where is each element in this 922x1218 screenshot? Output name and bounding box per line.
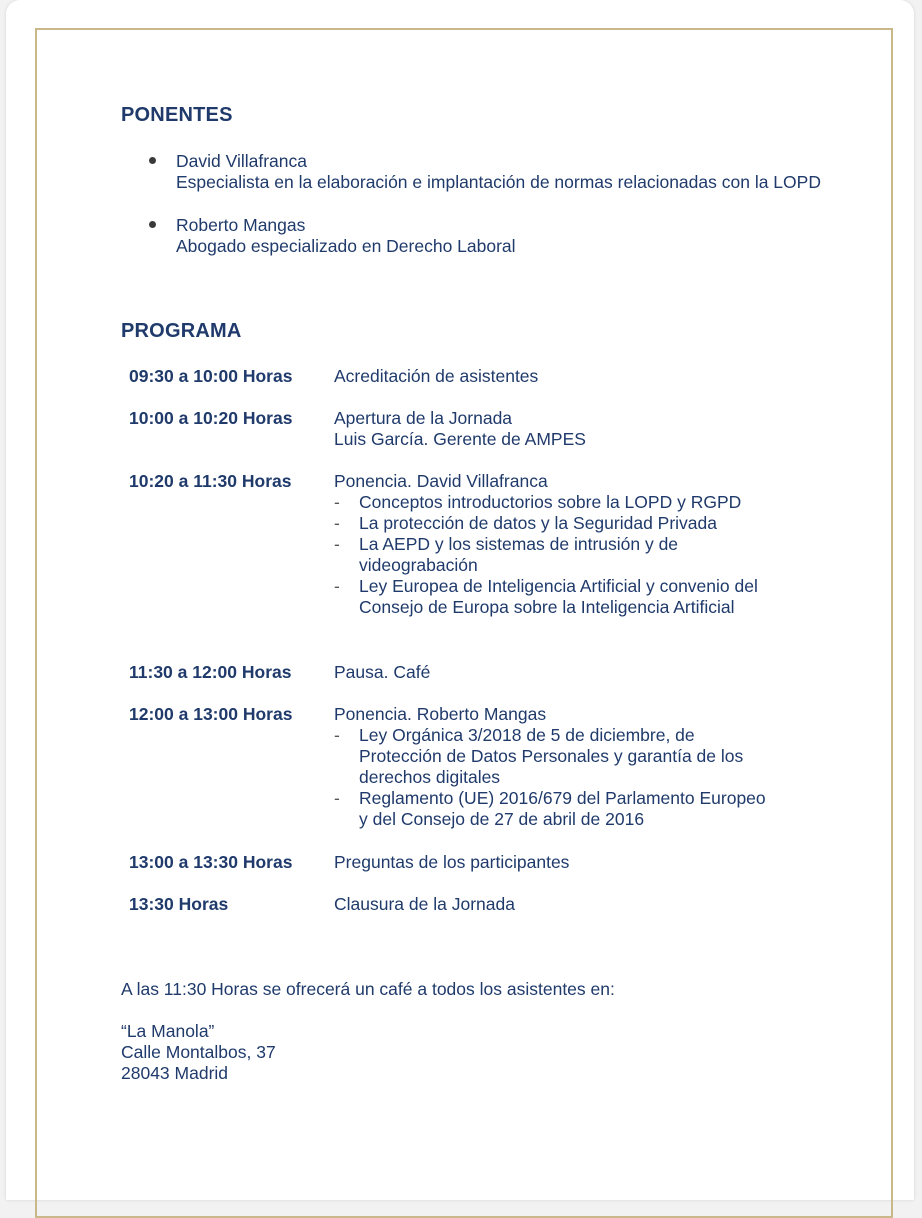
program-line: Apertura de la Jornada [334, 408, 513, 428]
program-subitem [334, 492, 769, 513]
program-description [334, 662, 774, 683]
subitem-text: Reglamento (UE) 2016/679 del Parlamento Europeo y del Consejo de 27 de abril de 2016 [359, 788, 766, 829]
program-description [334, 471, 774, 618]
program-time: 09:30 a 10:00 Horas [129, 366, 293, 386]
program-line: Acreditación de asistentes [334, 366, 539, 386]
dash-icon: - [334, 788, 340, 808]
dash-icon: - [334, 534, 340, 554]
dash-icon: - [334, 492, 340, 512]
program-heading: PROGRAMA [121, 320, 242, 342]
dash-icon: - [334, 576, 340, 596]
program-time: 13:00 a 13:30 Horas [129, 852, 293, 872]
venue-address [121, 1021, 821, 1084]
program-subitem [334, 513, 769, 534]
program-subitem [334, 576, 769, 618]
speaker-role: Especialista en la elaboración e implantación de normas relacionadas con la LOPD [176, 172, 821, 192]
program-time: 13:30 Horas [129, 894, 229, 914]
program-time: 11:30 a 12:00 Horas [129, 662, 292, 682]
program-line: Preguntas de los participantes [334, 852, 570, 872]
venue-name: “La Manola” [121, 1021, 215, 1041]
subitem-text: Ley Europea de Inteligencia Artificial y convenio del Consejo de Europa sobre la Inteligencia Artificial [359, 576, 758, 617]
subitem-text: Ley Orgánica 3/2018 de 5 de diciembre, de Protección de Datos Personales y garantía de los derechos digitales [359, 725, 744, 787]
program-time: 10:00 a 10:20 Horas [129, 408, 293, 428]
program-line: Ponencia. Roberto Mangas [334, 704, 547, 724]
program-subitem [334, 788, 769, 830]
bullet-icon [149, 157, 156, 164]
dash-icon: - [334, 725, 340, 745]
document-page [6, 0, 914, 1200]
speaker-item [176, 151, 896, 193]
program-description [334, 894, 774, 915]
bullet-icon [149, 221, 156, 228]
program-time: 10:20 a 11:30 Horas [129, 471, 292, 491]
program-description [334, 408, 774, 450]
program-line: Ponencia. David Villafranca [334, 471, 548, 491]
program-line: Clausura de la Jornada [334, 894, 515, 914]
program-description [334, 852, 774, 873]
program-line: Pausa. Café [334, 662, 431, 682]
program-subitem [334, 534, 769, 576]
venue-city: 28043 Madrid [121, 1063, 229, 1083]
speakers-heading: PONENTES [121, 104, 233, 126]
venue-street: Calle Montalbos, 37 [121, 1042, 276, 1062]
program-subitem [334, 725, 769, 788]
dash-icon: - [334, 513, 340, 533]
program-description [334, 366, 774, 387]
venue-intro: A las 11:30 Horas se ofrecerá un café a todos los asistentes en: [121, 979, 615, 999]
program-time: 12:00 a 13:00 Horas [129, 704, 293, 724]
speaker-item [176, 215, 896, 257]
subitem-text: La protección de datos y la Seguridad Privada [359, 513, 718, 533]
speaker-role: Abogado especializado en Derecho Laboral [176, 236, 516, 256]
subitem-text: Conceptos introductorios sobre la LOPD y RGPD [359, 492, 742, 512]
subitem-text: La AEPD y los sistemas de intrusión y de videograbación [359, 534, 679, 575]
speaker-name: Roberto Mangas [176, 215, 306, 235]
speaker-name: David Villafranca [176, 151, 307, 171]
program-line: Luis García. Gerente de AMPES [334, 429, 586, 449]
program-description [334, 704, 774, 830]
